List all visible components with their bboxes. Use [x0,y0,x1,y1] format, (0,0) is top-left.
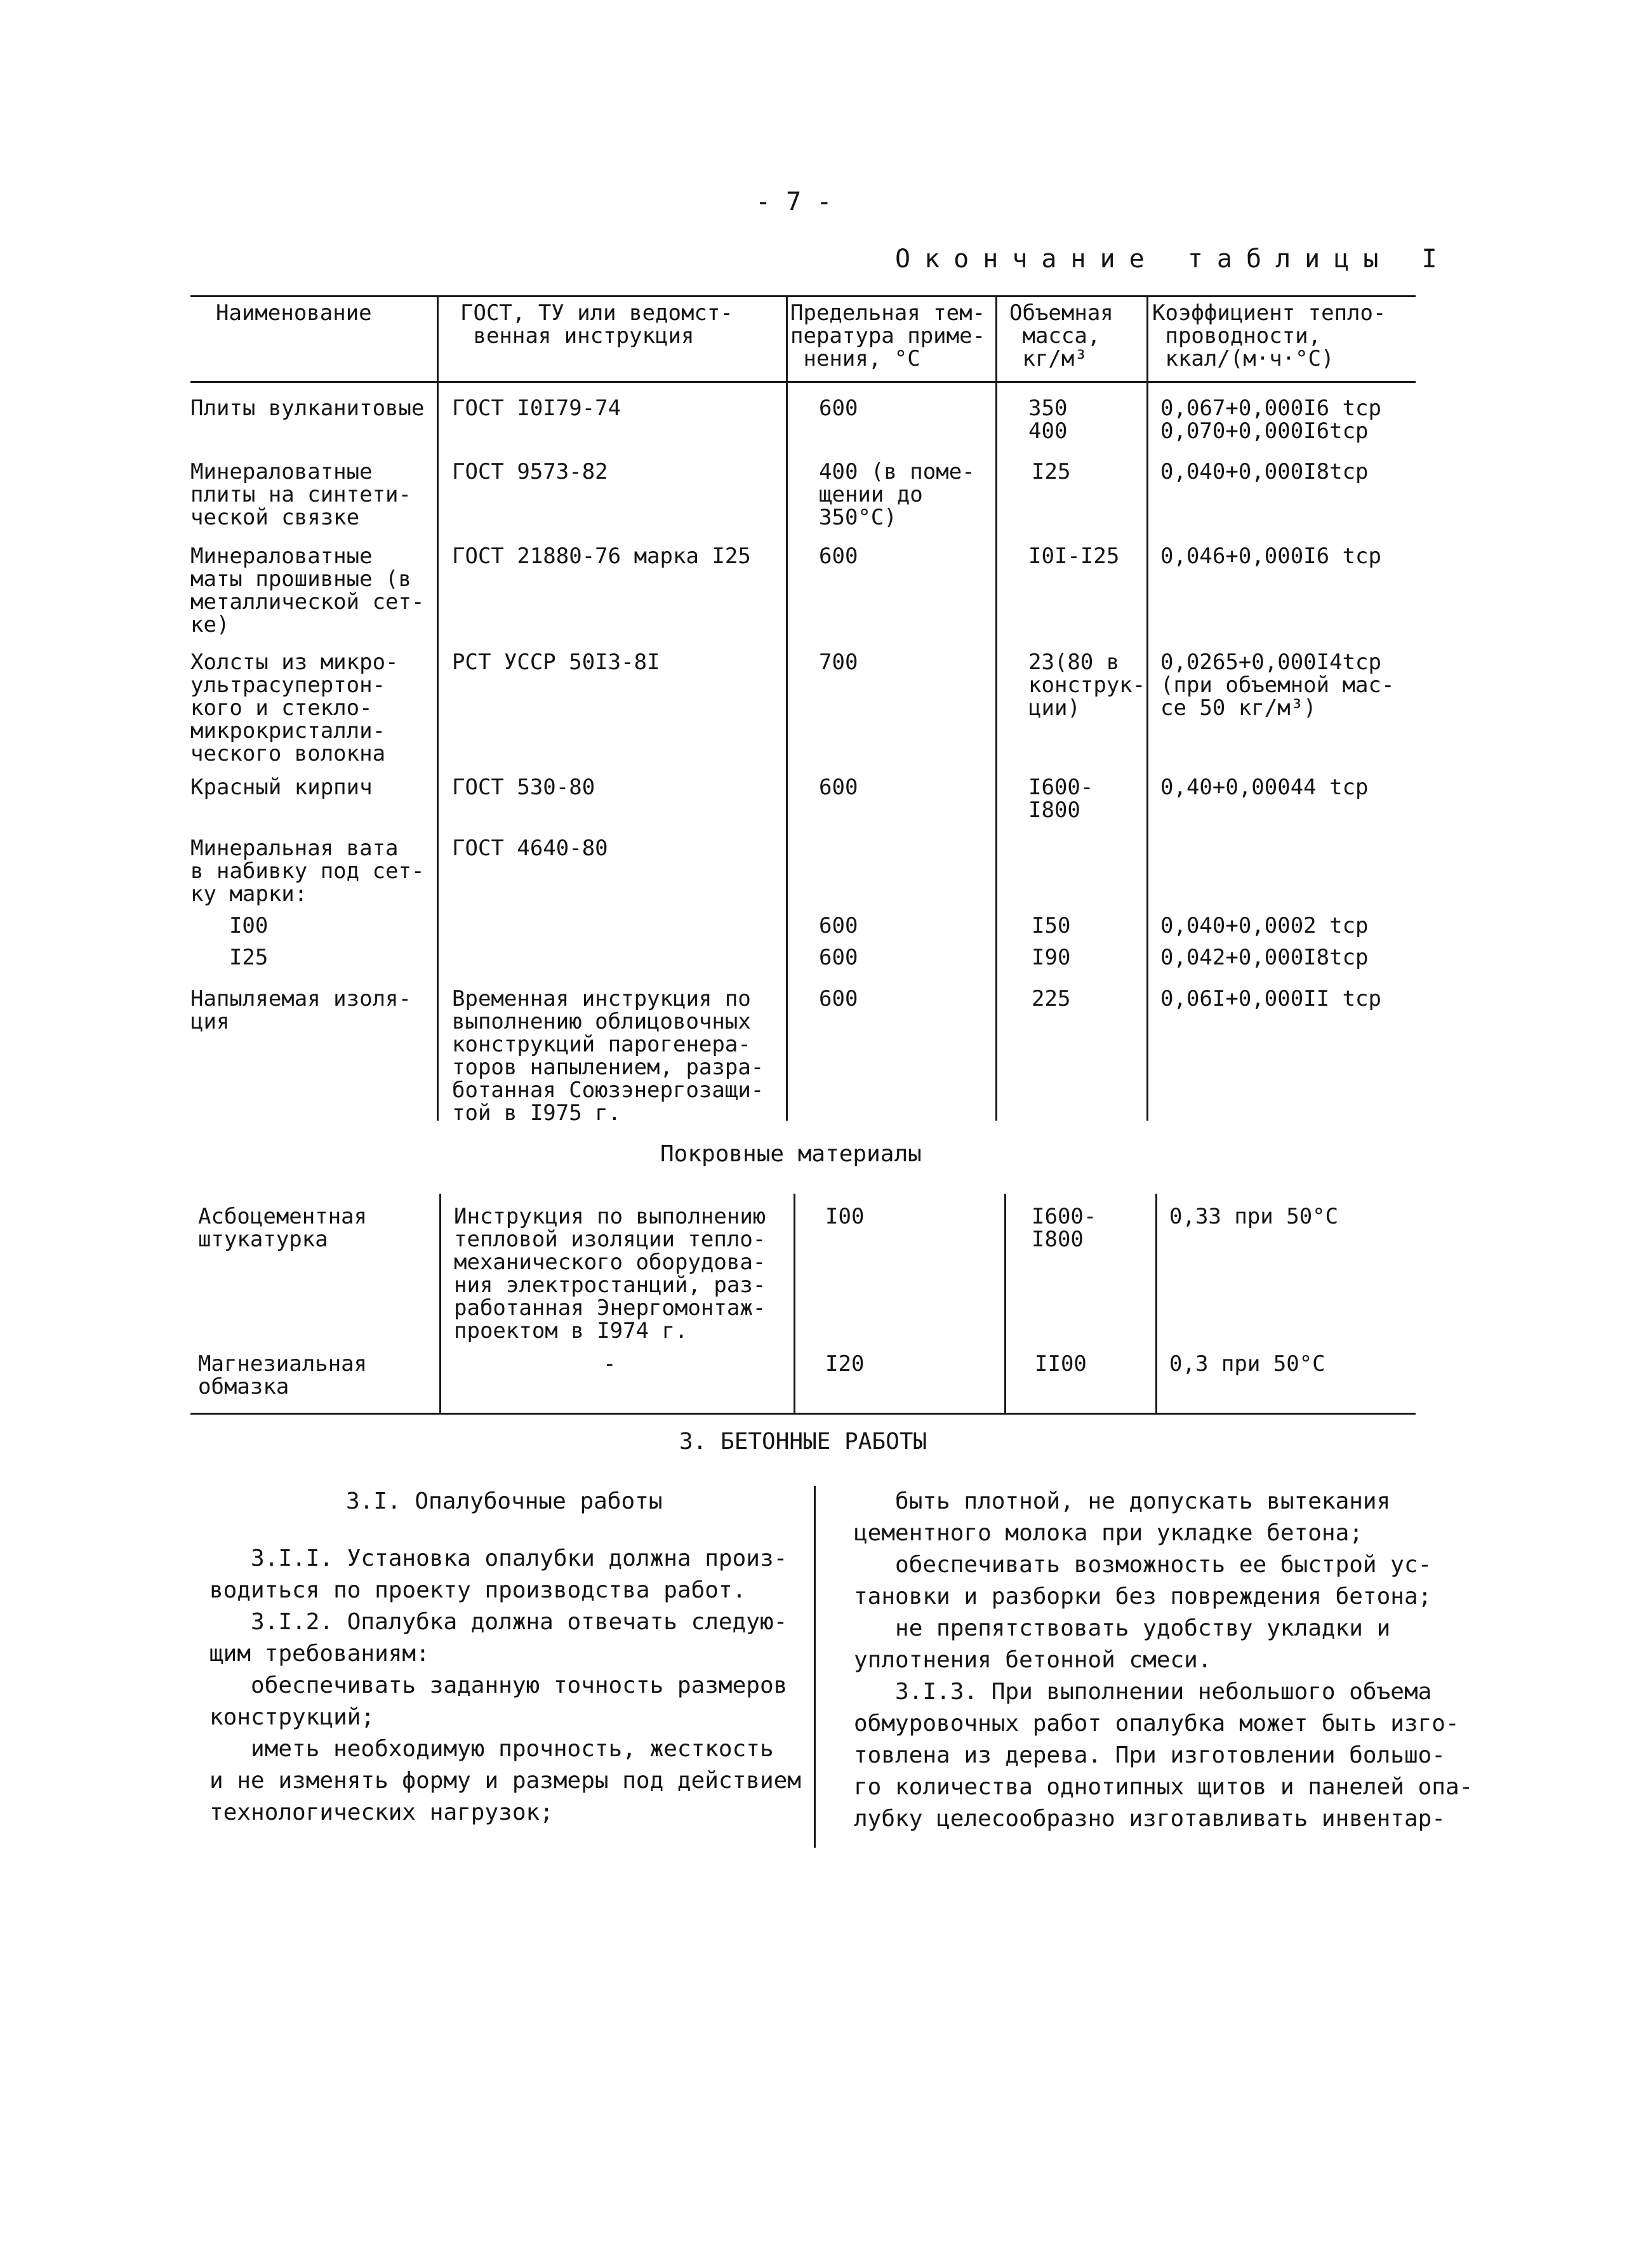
header-temperature: Предельная тем- пература приме- нения, °С [790,300,986,371]
cover-row-1-conductivity: 0,33 при 50°С [1169,1204,1339,1229]
row-3-standard: ГОСТ 21880-76 марка I25 [452,544,751,569]
cover-row-2-conductivity: 0,3 при 50°С [1169,1351,1325,1377]
cover-row-2-standard: - [603,1351,616,1377]
row-2-name: Минераловатные плиты на синтети- ческой связке [190,459,411,530]
row-3-conductivity: 0,046+0,000I6 tср [1160,544,1381,569]
subsection-heading: 3.I. Опалубочные работы [346,1488,663,1514]
row-6-standard: ГОСТ 4640-80 [452,836,608,861]
cover-row-2-density: II00 [1035,1351,1087,1377]
row-9-conductivity: 0,06I+0,000II tср [1160,986,1381,1011]
header-conductivity: Коэффициент тепло- проводности, ккал/(м·ч·°С) [1152,300,1386,371]
row-1-name: Плиты вулканитовые [190,396,425,421]
row-1-standard: ГОСТ I0I79-74 [452,396,621,421]
row-4-standard: РСТ УССР 50I3-8I [452,650,660,675]
row-5-standard: ГОСТ 530-80 [452,775,595,800]
row-4-conductivity: 0,0265+0,000I4tср (при объемной мас- се 50 кг/м³) [1160,650,1395,721]
row-2-standard: ГОСТ 9573-82 [452,459,608,484]
row-5-temp: 600 [819,775,858,800]
cover-row-2-name: Магнезиальная обмазка [198,1351,368,1399]
table-caption: Окончание таблицы I [895,244,1451,274]
header-density: Объемная масса, кг/м³ [1009,300,1113,371]
header-name: Наименование [216,300,372,326]
row-7-name: I00 [203,913,269,938]
row-2-conductivity: 0,040+0,000I8tср [1160,459,1369,484]
row-4-name: Холсты из микро- ультрасупертон- кого и стекло- микрокристалли- ческого волокна [190,650,399,766]
row-8-name: I25 [203,945,269,970]
row-4-temp: 700 [819,650,858,675]
row-3-name: Минераловатные маты прошивные (в металлической сет- ке) [190,544,425,637]
header-standard: ГОСТ, ТУ или ведомст- венная инструкция [460,300,733,349]
row-9-density: 225 [1032,986,1071,1011]
row-9-standard: Временная инструкция по выполнению облицовочных конструкций парогенера- торов напылением, разра- ботанная Союзэнергозащи- той в I975 г. [452,986,764,1126]
row-2-density: I25 [1032,459,1071,484]
row-8-temp: 600 [819,945,858,970]
row-1-conductivity: 0,067+0,000I6 tср 0,070+0,000I6tср [1160,396,1381,444]
left-column-text: 3.I.I. Установка опалубки должна произ- водиться по проекту производства работ. 3.I.2. Опалубка должна отвечать следую- щим требованиям: обеспечивать заданную точность размеров конструкций; иметь необходимую прочность, жесткость и не изменять форму и размеры под действием технологических нагрузок; [209,1545,801,1825]
row-7-density: I50 [1032,913,1071,938]
cover-row-2-temp: I20 [825,1351,865,1377]
column-divider [814,1486,816,1848]
row-7-conductivity: 0,040+0,0002 tср [1160,913,1369,938]
right-column-text: быть плотной, не допускать вытекания цементного молока при укладке бетона; обеспечивать возможность ее быстрой ус- тановки и разборки без повреждения бетона; не препятствовать удобству укладки и уплотнения бетонной смеси. 3.I.3. При выполнении небольшого объема обмуровочных работ опалубка может быть изго- товлена из дерева. При изготовлении большо- го количества однотипных щитов и панелей опа- лубку целесообразно изготавливать инвентар- [854,1488,1473,1832]
cover-row-1-name: Асбоцементная штукатурка [198,1204,368,1252]
row-3-temp: 600 [819,544,858,569]
row-7-temp: 600 [819,913,858,938]
row-6-name: Минеральная вата в набивку под сет- ку марки: [190,836,425,907]
row-5-density: I600- I800 [1028,775,1094,823]
row-8-conductivity: 0,042+0,000I8tср [1160,945,1369,970]
row-9-name: Напыляемая изоля- ция [190,986,411,1034]
row-1-density: 350 400 [1028,396,1068,444]
cover-materials-title: Покровные материалы [660,1141,922,1167]
row-8-density: I90 [1032,945,1071,970]
cover-row-1-standard: Инструкция по выполнению тепловой изоляции тепло- механического оборудова- ния электростанций, раз- работанная Энергомонтаж- проектом в I974 г. [454,1204,766,1344]
cover-row-1-temp: I00 [825,1204,865,1229]
row-9-temp: 600 [819,986,858,1011]
row-5-name: Красный кирпич [190,775,373,800]
row-1-temp: 600 [819,396,858,421]
row-3-density: I0I-I25 [1028,544,1120,569]
section-heading: 3. БЕТОННЫЕ РАБОТЫ [679,1429,927,1455]
cover-row-1-density: I600- I800 [1032,1204,1097,1252]
row-4-density: 23(80 в конструк- ции) [1028,650,1146,721]
row-2-temp: 400 (в поме- щении до 350°С) [819,459,975,530]
row-5-conductivity: 0,40+0,00044 tср [1160,775,1369,800]
page-number: - 7 - [755,187,832,217]
